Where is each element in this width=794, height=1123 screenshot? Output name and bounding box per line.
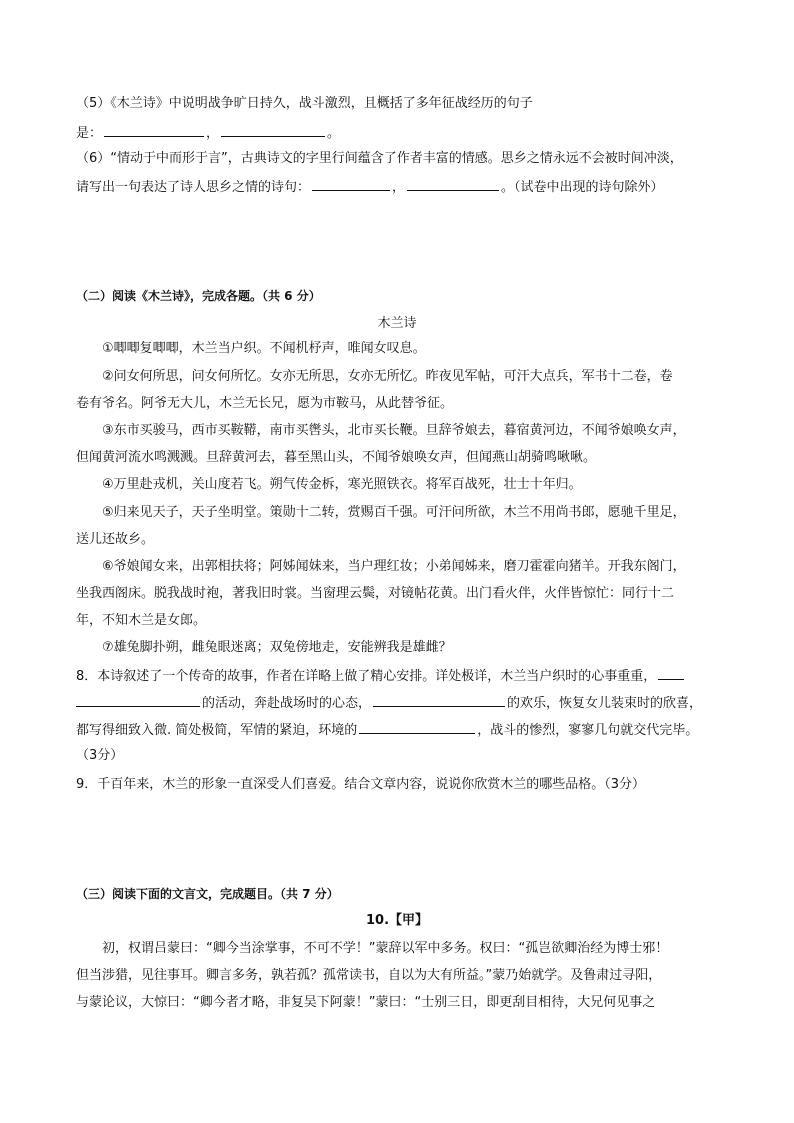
q5-line2: 是： ， 。	[76, 126, 341, 141]
q5-prefix: 是：	[76, 126, 103, 141]
q6-prefix: 请写出一句表达了诗人思乡之情的诗句：	[76, 180, 311, 195]
poem-para-5b: 送儿还故乡。	[76, 532, 155, 547]
poem-para-4: ④万里赴戎机，关山度若飞。朔气传金柝，寒光照铁衣。将军百战死，壮士十年归。	[102, 477, 582, 492]
q8-blank-2[interactable]	[373, 694, 505, 707]
q8-blank-1[interactable]	[76, 694, 200, 707]
q8-blank-1-start[interactable]	[658, 667, 684, 680]
q5-blank-2[interactable]	[221, 124, 325, 137]
passage-jia-line3: 与蒙论议，大惊曰：“卿今者才略，非复吴下阿蒙！”蒙曰：“士别三日，即更刮目相待，大兄何见事之	[76, 995, 656, 1010]
q6-line1: （6）“情动于中而形于言”，古典诗文的字里行间蕴含了作者丰富的情感。思乡之情永远不会被时间冲淡，	[76, 151, 683, 166]
poem-para-2a: ②问女何所思，问女何所忆。女亦无所思，女亦无所忆。昨夜见军帖，可汗大点兵，军书十二卷，卷	[102, 369, 673, 384]
q8-score: （3分）	[76, 748, 124, 763]
q10-title: 10.【甲】	[365, 913, 429, 928]
q9-line: 9．千百年来，木兰的形象一直深受人们喜爱。结合文章内容，说说你欣赏木兰的哪些品格。（3分）	[76, 777, 646, 792]
poem-para-3a: ③东市买骏马，西市买鞍鞯，南市买辔头，北市买长鞭。旦辞爷娘去，暮宿黄河边，不闻爷娘唤女声，	[102, 423, 686, 438]
q6-line2: 请写出一句表达了诗人思乡之情的诗句： ， 。（试卷中出现的诗句除外）	[76, 180, 664, 195]
passage-jia-line1: 初，权谓吕蒙曰：“卿今当涂掌事，不可不学！”蒙辞以军中多务。权曰：“孤岂欲卿治经为博士邪！	[102, 941, 669, 956]
poem-para-1: ①唧唧复唧唧，木兰当户织。不闻机杼声，唯闻女叹息。	[102, 341, 426, 356]
q8-line1: 8．本诗叙述了一个传奇的故事，作者在详略上做了精心安排。详处极详，木兰当户织时的心事重重，	[76, 667, 726, 685]
q5-blank-1[interactable]	[104, 124, 204, 137]
poem-para-6a: ⑥爷娘闻女来，出郭相扶将；阿姊闻妹来，当户理红妆；小弟闻姊来，磨刀霍霍向猪羊。开我东阁门，	[102, 559, 686, 574]
poem-title: 木兰诗	[377, 316, 417, 331]
poem-para-5a: ⑤归来见天子，天子坐明堂。策勋十二转，赏赐百千强。可汗问所欲，木兰不用尚书郎，愿驰千里足，	[102, 505, 686, 520]
section2-heading: （二）阅读《木兰诗》，完成各题。（共 6 分）	[76, 289, 321, 303]
poem-para-3b: 但闻黄河流水鸣溅溅。旦辞黄河去，暮至黑山头，不闻爷娘唤女声，但闻燕山胡骑鸣啾啾。	[76, 450, 597, 465]
q6-blank-1[interactable]	[312, 178, 390, 191]
q6-blank-2[interactable]	[407, 178, 499, 191]
q8-line3: 都写得细致入微. 简处极简，军情的紧迫，环境的 ，战斗的惨烈，寥寥几句就交代完毕。	[76, 723, 699, 738]
poem-para-2b: 卷有爷名。阿爷无大儿，木兰无长兄，愿为市鞍马，从此替爷征。	[76, 396, 454, 411]
q8-blank-3[interactable]	[359, 721, 475, 734]
poem-para-6c: 年，不知木兰是女郎。	[76, 613, 207, 628]
passage-jia-line2: 但当涉猎，见往事耳。卿言多务，孰若孤？孤常读书，自以为大有所益。”蒙乃始就学。及鲁肃过寻阳，	[76, 968, 662, 983]
q8-line2: 的活动，奔赴战场时的心态， 的欢乐，恢复女儿装束时的欣喜，	[76, 694, 726, 712]
section3-heading: （三）阅读下面的文言文，完成题目。（共 7 分）	[76, 887, 339, 901]
poem-para-6b: 坐我西阁床。脱我战时袍，著我旧时裳。当窗理云鬓，对镜帖花黄。出门看火伴，火伴皆惊忙：同行十二	[76, 586, 675, 601]
poem-para-7: ⑦雄兔脚扑朔，雌兔眼迷离；双兔傍地走，安能辨我是雄雌？	[102, 640, 452, 655]
q5-line1: （5）《木兰诗》中说明战争旷日持久，战斗激烈，且概括了多年征战经历的句子	[76, 96, 533, 111]
